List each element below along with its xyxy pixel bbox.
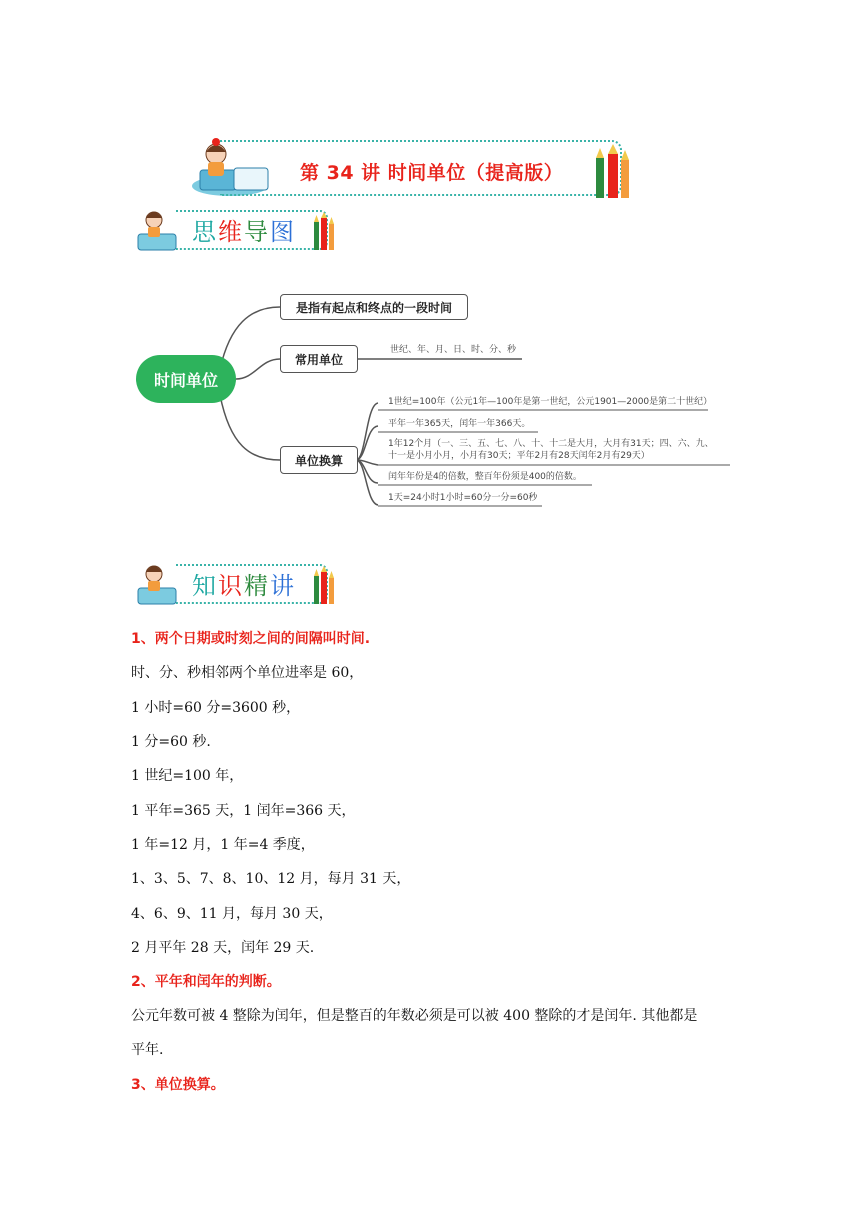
pencils-icon [312,212,336,252]
section-title-char: 知 [192,572,218,600]
pencils-icon [590,144,634,200]
text-line: 平年. [131,1042,164,1058]
mind-map-branch-definition: 是指有起点和终点的一段时间 [280,294,468,320]
section-title [192,566,296,601]
mind-map-leaf: 1天=24小时1小时=60分一分=60秒 [388,493,538,503]
section-title-char: 讲 [270,572,296,600]
text-line: 1 平年=365 天，1 闰年=366 天， [131,803,356,819]
mindmap-section-header [136,208,336,254]
mind-map [130,285,740,515]
text-line: 1、3、5、7、8、10、12 月，每月 31 天， [131,871,411,887]
text-line: 4、6、9、11 月，每月 30 天， [131,906,333,922]
knowledge-section-header [136,562,336,608]
section-title-char: 精 [244,572,270,600]
mind-map-leaf: 闰年年份是4的倍数，整百年份须是400的倍数。 [388,472,582,482]
section-title-char: 维 [218,218,244,246]
text-line: 1 年=12 月，1 年=4 季度， [131,837,315,853]
mind-map-leaf: 1世纪=100年（公元1年—100年是第一世纪，公元1901—2000是第二十世纪） [388,397,713,407]
mind-map-branch-conversion: 单位换算 [280,446,358,474]
mind-map-leaf: 十一是小月小月，小月有30天；平年2月有28天闰年2月有29天） [388,451,650,461]
page-title: 第 34 讲 时间单位（提高版） [300,162,564,184]
mind-map-leaf: 1年12个月（一、三、五、七、八、十、十二是大月，大月有31天；四、六、九、 [388,439,714,449]
heading-definition: 1、两个日期或时刻之间的间隔叫时间. [131,631,371,647]
section-title [192,212,296,247]
mind-map-root: 时间单位 [136,355,236,403]
text-line: 时、分、秒相邻两个单位进率是 60， [131,665,364,681]
text-line: 1 小时=60 分=3600 秒， [131,700,301,716]
section-title-char: 图 [270,218,296,246]
section-title-char: 思 [192,218,218,246]
text-line: 公元年数可被 4 整除为闰年，但是整百的年数必须是可以被 400 整除的才是闰年. 其他都是 [131,1008,698,1024]
heading-unit-conversion: 3、单位换算。 [131,1077,225,1093]
text-line: 1 世纪=100 年， [131,768,244,784]
text-line: 1 分=60 秒. [131,734,211,750]
section-title-char: 识 [218,572,244,600]
mind-map-branch-common-units: 常用单位 [280,345,358,373]
heading-leap-year: 2、平年和闰年的判断。 [131,974,281,990]
section-title-char: 导 [244,218,270,246]
pencils-icon [312,566,336,606]
text-line: 2 月平年 28 天，闰年 29 天. [131,940,315,956]
mind-map-leaf: 世纪、年、月、日、时、分、秒 [390,345,517,355]
mind-map-leaf: 平年一年365天，闰年一年366天。 [388,419,531,429]
